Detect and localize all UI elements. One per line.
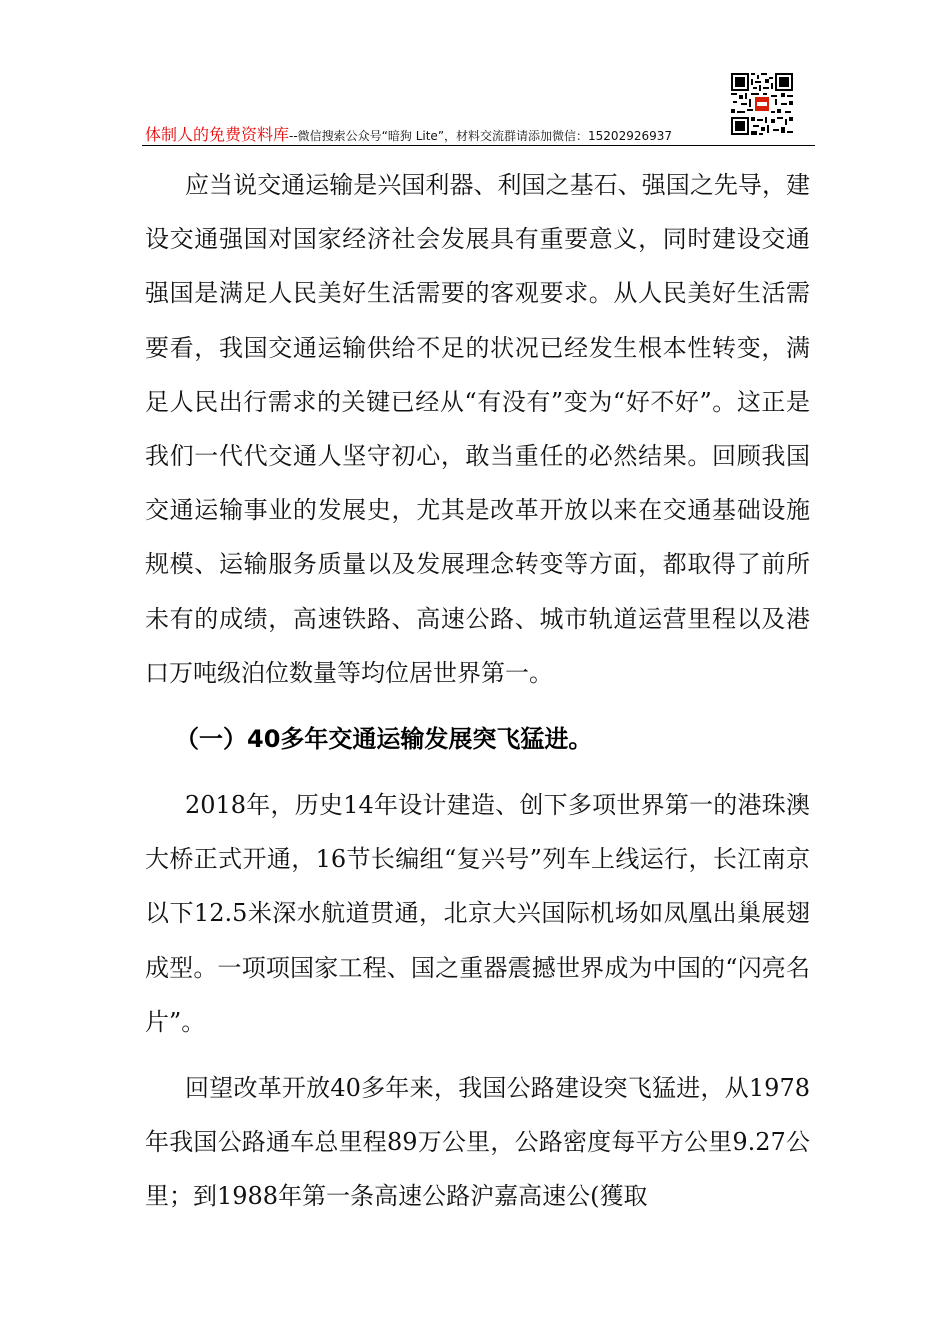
qr-code-icon bbox=[731, 73, 793, 135]
paragraph-2: 2018年，历史14年设计建造、创下多项世界第一的港珠澳大桥正式开通，16节长编组“复兴号”列车上线运行，长江南京以下12.5米深水航道贯通，北京大兴国际机场如凤凰出巢展翅成型。一项项国家工程、国之重器震撼世界成为中国的“闪亮名片”。 bbox=[145, 791, 810, 1036]
document-body bbox=[145, 158, 810, 1224]
header-subtitle: --微信搜索公众号“暗狗 Lite”，材料交流群请添加微信：15202926937 bbox=[289, 129, 673, 143]
paragraph-gap bbox=[145, 1049, 810, 1061]
header-divider bbox=[142, 145, 815, 146]
section-heading: （一）40多年交通运输发展突飞猛进。 bbox=[175, 725, 593, 754]
paragraph-3: 回望改革开放40多年来，我国公路建设突飞猛进，从1978年我国公路通车总里程89万公里，公路密度每平方公里9.27公里；到1988年第一条高速公路沪嘉高速公(獲取 bbox=[145, 1074, 810, 1211]
page-header bbox=[145, 122, 815, 146]
header-brand: 体制人的免费资料库 bbox=[145, 125, 290, 144]
paragraph-1: 应当说交通运输是兴国利器、利国之基石、强国之先导，建设交通强国对国家经济社会发展具有重要意义，同时建设交通强国是满足人民美好生活需要的客观要求。从人民美好生活需要看，我国交通运输供给不足的状况已经发生根本性转变，满足人民出行需求的关键已经从“有没有”变为“好不好”。这正是我们一代代交通人坚守初心，敢当重任的必然结果。回顾我国交通运输事业的发展史，尤其是改革开放以来在交通基础设施规模、运输服务质量以及发展理念转变等方面，都取得了前所未有的成绩，高速铁路、高速公路、城市轨道运营里程以及港口万吨级泊位数量等均位居世界第一。 bbox=[145, 171, 810, 687]
